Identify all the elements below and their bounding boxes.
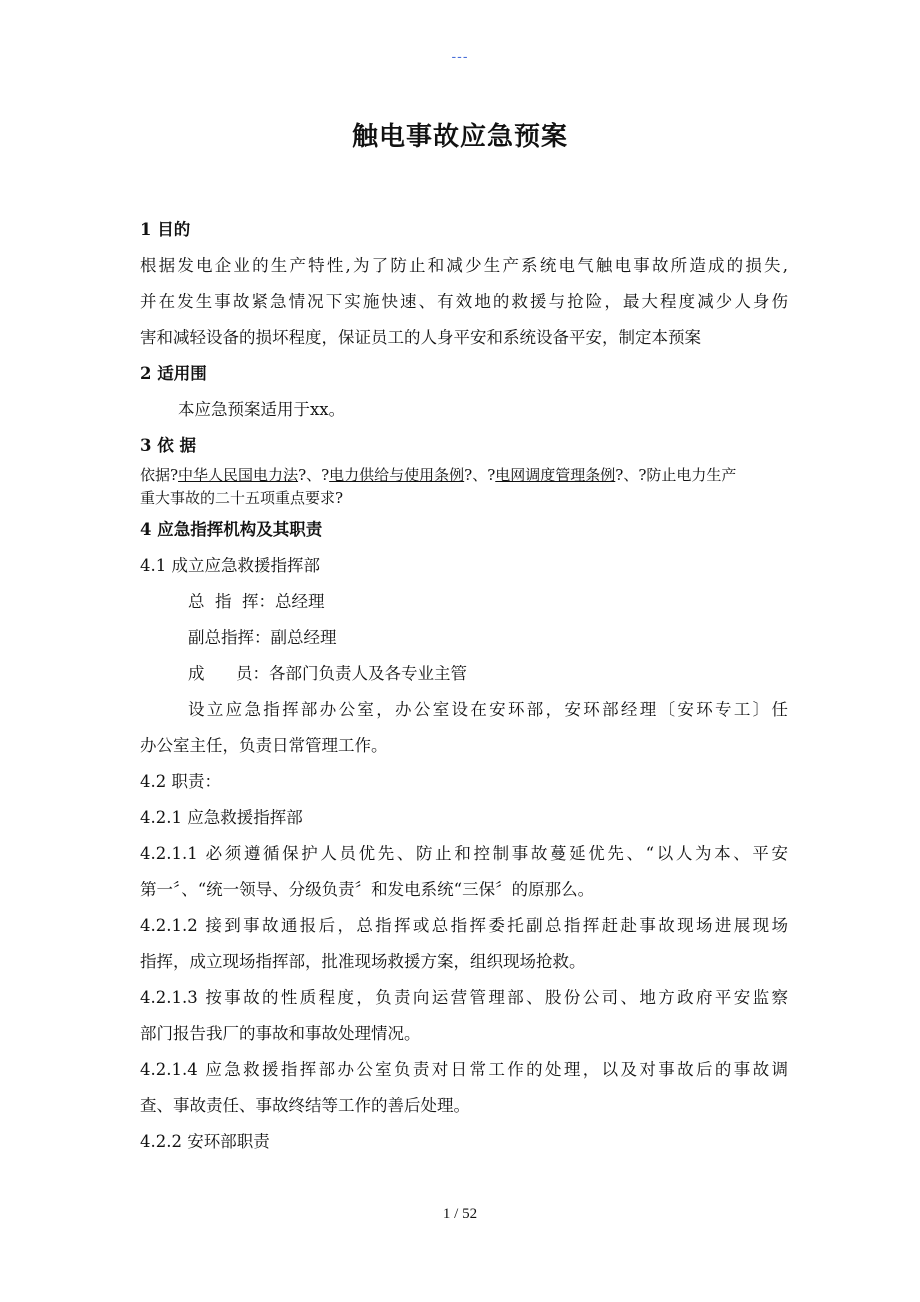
section-1-line-1: 根据发电企业的生产特性,为了防止和减少生产系统电气触电事故所造成的损失,: [140, 256, 788, 275]
office-line-1: 设立应急指挥部办公室，办公室设在安环部，安环部经理〔安环专工〕任: [188, 700, 788, 719]
basis-prefix: 依据?: [140, 466, 179, 484]
section-3-line-1: [140, 464, 788, 485]
law-link-dispatch-regulation[interactable]: 电网调度管理条例: [495, 466, 616, 484]
office-line-2: 办公室主任，负责日常管理工作。: [140, 736, 388, 755]
clause-4-2-1-2-line-2: 指挥，成立现场指挥部，批准现场救援方案，组织现场抢救。: [140, 952, 586, 971]
clause-4-2-1-4-line-2: 查、事故责任、事故终结等工作的善后处理。: [140, 1096, 470, 1115]
section-1-line-3: 害和减轻设备的损坏程度，保证员工的人身平安和系统设备平安，制定本预案: [140, 328, 701, 347]
basis-suffix: ?、?防止电力生产: [615, 466, 737, 484]
document-title: 触电事故应急预案: [351, 122, 568, 152]
deputy-commander-line: 副总指挥：副总经理: [188, 628, 337, 647]
clause-4-2-1-3-line-1: 4.2.1.3 按事故的性质程度，负责向运营管理部、股份公司、地方政府平安监察: [140, 988, 788, 1007]
section-4-2-1-heading: 4.2.1 应急救援指挥部: [140, 808, 303, 827]
section-1-line-2: 并在发生事故紧急情况下实施快速、有效地的救援与抢险，最大程度减少人身伤: [140, 292, 788, 311]
section-4-heading: 4 应急指挥机构及其职责: [140, 520, 323, 539]
basis-separator-2: ?、?: [464, 466, 496, 484]
section-2-heading: 2 适用围: [140, 364, 207, 383]
basis-separator-1: ?、?: [298, 466, 330, 484]
law-link-supply-regulation[interactable]: 电力供给与使用条例: [329, 466, 465, 484]
section-3-heading: 3 依 据: [140, 436, 196, 455]
clause-4-2-1-1-line-2: 第一〞、“统一领导、分级负责〞和发电系统“三保〞的原那么。: [140, 880, 595, 899]
header-mark: ---: [451, 48, 469, 64]
section-3-line-2: 重大事故的二十五项重点要求?: [140, 489, 344, 507]
clause-4-2-1-1-line-1: 4.2.1.1 必须遵循保护人员优先、防止和控制事故蔓延优先、“以人为本、平安: [140, 844, 788, 863]
clause-4-2-1-2-line-1: 4.2.1.2 接到事故通报后，总指挥或总指挥委托副总指挥赶赴事故现场进展现场: [140, 916, 788, 935]
commander-line: 总 指 挥：总经理: [188, 592, 325, 611]
section-1-heading: 1 目的: [140, 220, 191, 239]
members-line: 成 员：各部门负责人及各专业主管: [188, 664, 467, 683]
section-4-2-2-heading: 4.2.2 安环部职责: [140, 1132, 270, 1151]
section-4-1-heading: 4.1 成立应急救援指挥部: [140, 556, 320, 575]
section-2-text: 本应急预案适用于xx。: [178, 400, 346, 419]
clause-4-2-1-3-line-2: 部门报告我厂的事故和事故处理情况。: [140, 1024, 421, 1043]
law-link-electricity-law[interactable]: 中华人民国电力法: [178, 466, 299, 484]
section-4-2-heading: 4.2 职责：: [140, 772, 221, 791]
page-number: 1 / 52: [442, 1206, 478, 1222]
clause-4-2-1-4-line-1: 4.2.1.4 应急救援指挥部办公室负责对日常工作的处理，以及对事故后的事故调: [140, 1060, 788, 1079]
